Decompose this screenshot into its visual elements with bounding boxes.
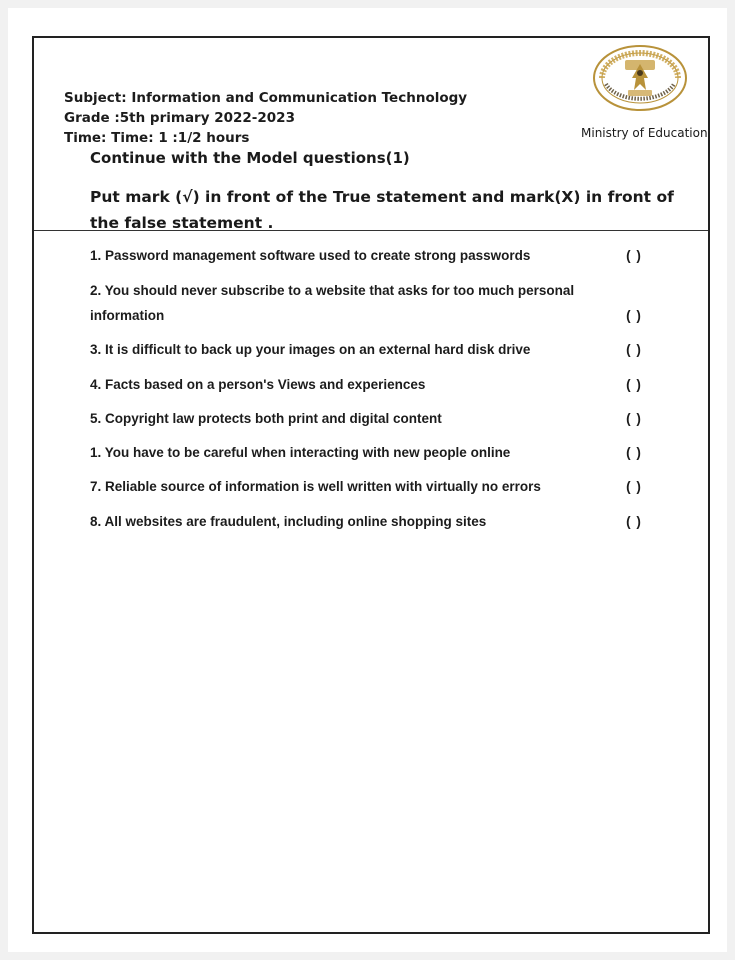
question-text: 1. You have to be careful when interacting with new people online — [90, 445, 511, 460]
section-subtitle: Continue with the Model questions(1) — [90, 149, 410, 167]
question-text: 2. You should never subscribe to a website that asks for too much personal information — [90, 283, 575, 323]
subject-line: Subject: Information and Communication Technology — [64, 90, 468, 106]
page-frame — [32, 36, 710, 934]
answer-parentheses: ( ) — [626, 377, 642, 392]
ministry-seal-icon — [592, 44, 688, 112]
time-line: Time: Time: 1 :1/2 hours — [64, 130, 250, 146]
answer-parentheses: ( ) — [626, 248, 642, 263]
grade-line: Grade :5th primary 2022-2023 — [64, 110, 295, 126]
answer-parentheses: ( ) — [626, 411, 642, 426]
question-text: 1. Password management software used to create strong passwords — [90, 248, 531, 263]
instruction-text: Put mark (√) in front of the True statement and mark(X) in front of the false statement . — [90, 188, 674, 232]
answer-parentheses: ( ) — [626, 342, 642, 357]
ministry-label: Ministry of Education — [581, 126, 708, 140]
question-text: 4. Facts based on a person's Views and experiences — [90, 377, 426, 392]
question-text: 7. Reliable source of information is well written with virtually no errors — [90, 479, 541, 494]
exam-sheet — [8, 8, 727, 952]
answer-parentheses: ( ) — [626, 308, 642, 323]
question-text: 5. Copyright law protects both print and digital content — [90, 411, 442, 426]
answer-parentheses: ( ) — [626, 445, 642, 460]
answer-parentheses: ( ) — [626, 479, 642, 494]
question-text: 8. All websites are fraudulent, including online shopping sites — [90, 514, 487, 529]
header-divider — [34, 230, 708, 231]
answer-parentheses: ( ) — [626, 514, 642, 529]
question-text: 3. It is difficult to back up your images on an external hard disk drive — [90, 342, 531, 357]
exam-header — [64, 88, 467, 148]
